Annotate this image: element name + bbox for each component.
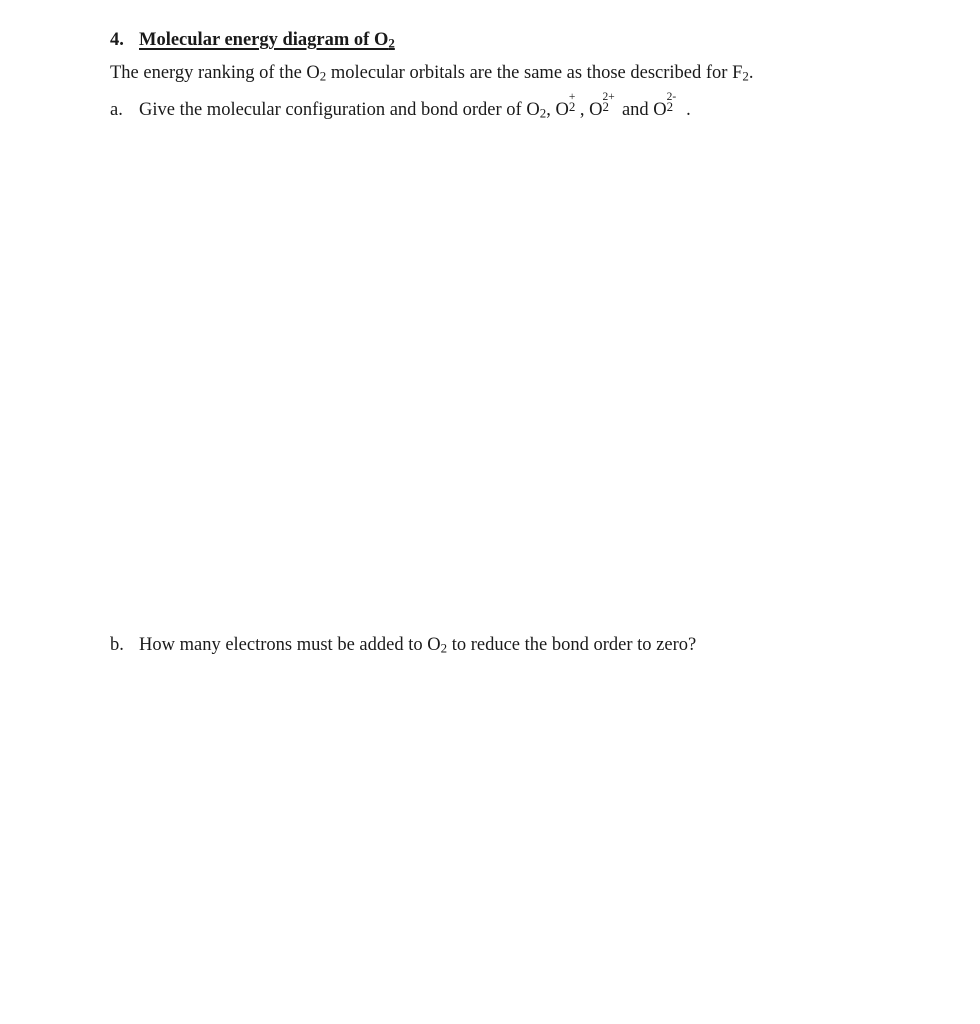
- ion-o2-plus-script: + 2: [568, 90, 576, 115]
- part-b-text: How many electrons must be added to $O_2$ to reduce the bond order to zero?: [139, 635, 697, 656]
- question-heading: [110, 31, 395, 50]
- intro-paragraph: The energy ranking of the $O_2$ molecular orbitals are the same as those described for $F_2$.: [110, 63, 754, 84]
- ion-o2-2plus-script: 2+ 2: [602, 90, 615, 115]
- question-title: Molecular energy diagram of $O_2$: [139, 30, 395, 51]
- part-b-marker: b.: [110, 635, 124, 655]
- question-number: 4.: [110, 30, 124, 50]
- part-a-text: Give the molecular configuration and bond order of $O_2$, O + 2 , O 2+ 2 and O 2- 2 .: [139, 90, 691, 120]
- part-a-question: [110, 90, 691, 120]
- ion-o2-2minus-script: 2- 2: [666, 90, 677, 115]
- part-a-marker: a.: [110, 99, 123, 120]
- part-b-question: [110, 636, 696, 655]
